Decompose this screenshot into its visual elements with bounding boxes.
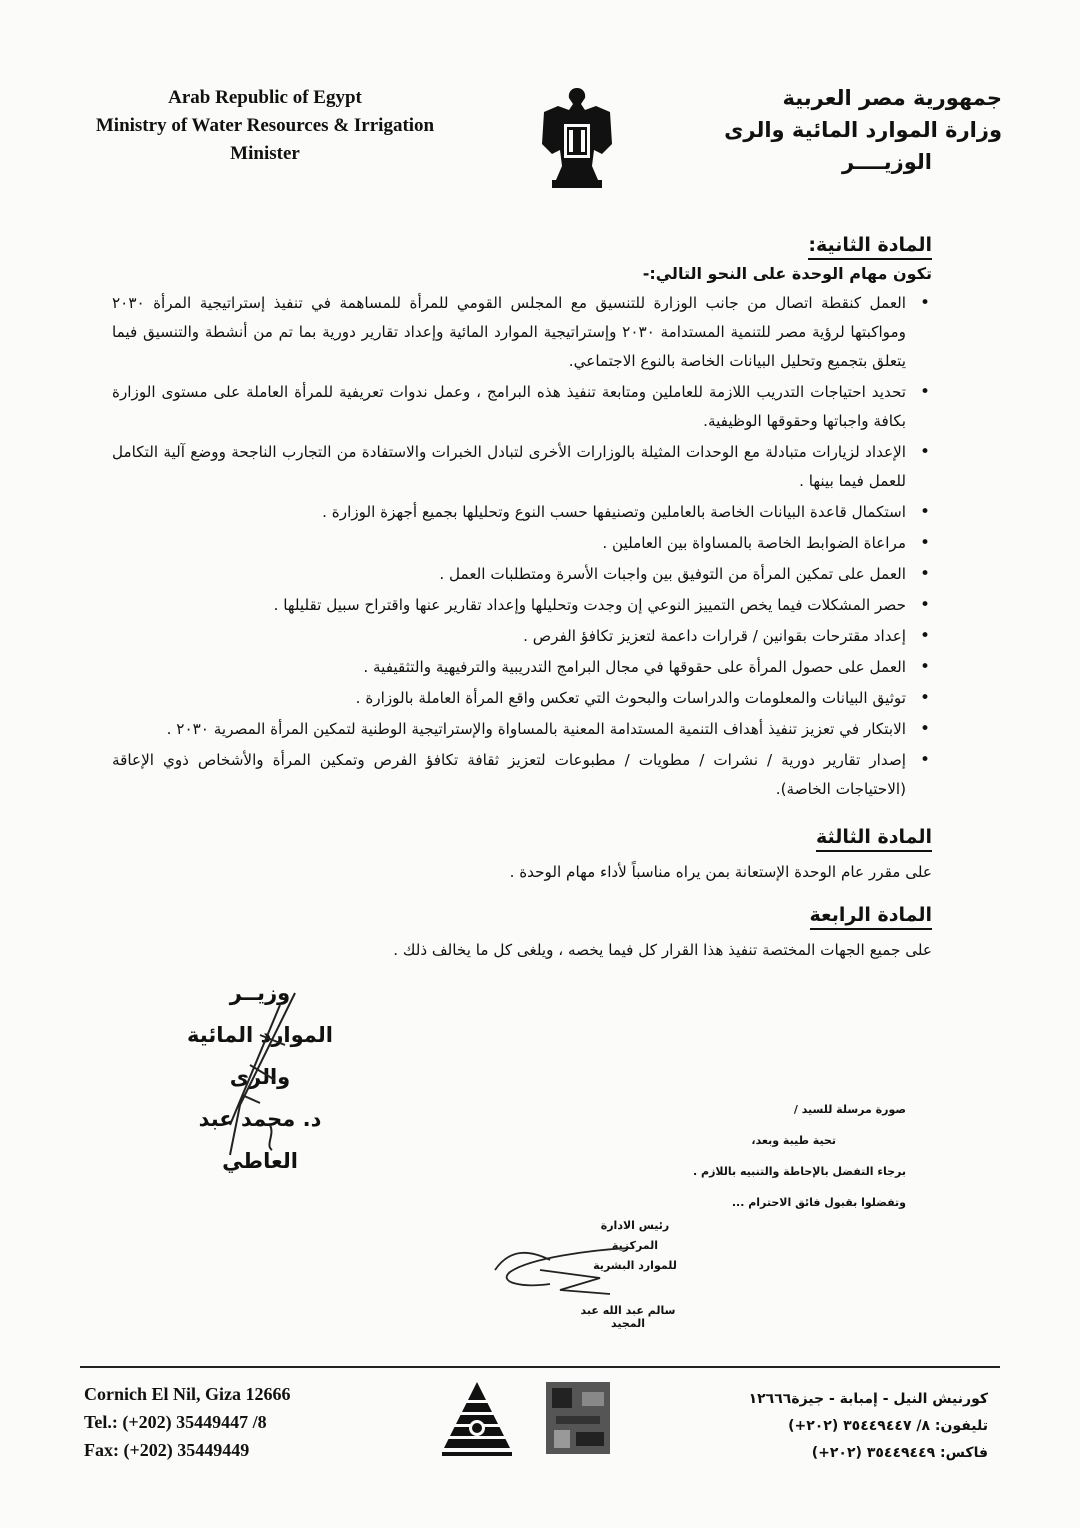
signature-title: وزيــر <box>229 981 291 1005</box>
article-three <box>112 826 932 886</box>
article-four-heading: المادة الرابعة <box>810 904 932 930</box>
footer-divider <box>80 1366 1000 1368</box>
list-item: • حصر المشكلات فيما يخص التمييز النوعي إن وجدت وتحليلها وإعداد تقارير عنها واقتراح سبيل تقليلها . <box>112 591 932 620</box>
article-two <box>112 234 932 806</box>
copy-note <box>680 1094 906 1218</box>
list-item: • العمل كنقطة اتصال من جانب الوزارة للتنسيق مع المجلس القومي للمرأة للمساهمة في تنفيذ إستراتيجية المرأة ٢٠٣٠ ومواكبتها لرؤية مصر للتنمية المستدامة ٢٠٣٠ وإستراتيجية الموارد المائية وإعداد تقارير دورية بما تم من أنشطة والتنسيق فيما يتعلق بتجميع وتحليل البيانات الخاصة بالنوع الاجتماعي. <box>112 289 932 376</box>
country-name-ar: جمهورية مصر العربية <box>782 86 1002 110</box>
office-title-ar: الوزيــــر <box>842 150 932 174</box>
list-item: • استكمال قاعدة البيانات الخاصة بالعاملين وتصنيفها حسب النوع وتحليلها بجميع أجهزة الوزارة . <box>112 498 932 527</box>
article-four <box>112 904 932 964</box>
signature-ministry: الموارد المائية والرى <box>187 1023 333 1089</box>
copy-note-line: تحية طيبة وبعد، <box>751 1134 836 1147</box>
footer-address-ar: كورنيش النيل - إمبابة - جيزة١٢٦٦٦ <box>748 1391 988 1407</box>
arabic-letterhead <box>672 82 1002 178</box>
signature-name: د. محمد عبد العاطي <box>198 1107 322 1173</box>
ministry-name-ar: وزارة الموارد المائية والرى <box>724 118 1002 142</box>
ministry-name-en: Ministry of Water Resources & Irrigation <box>95 115 435 136</box>
english-letterhead <box>60 84 470 168</box>
article-two-intro: تكون مهام الوحدة على النحو التالي:- <box>642 264 932 283</box>
eagle-emblem-icon <box>538 84 616 192</box>
list-item: • الابتكار في تعزيز تنفيذ أهداف التنمية المستدامة المعنية بالمساواة والإستراتيجية الوطنية لتمكين المرأة المصرية ٢٠٣٠ . <box>112 715 932 744</box>
list-item: • تحديد احتياجات التدريب اللازمة للعاملين ومتابعة تنفيذ هذه البرامج ، وعمل ندوات تعريفية للمرأة العاملة على مستوى الوزارة بكافة واجباتها وحقوقها الوظيفية. <box>112 378 932 436</box>
hr-title-line: للموارد البشرية <box>593 1259 677 1272</box>
footer-contact-en <box>84 1380 291 1464</box>
article-two-heading: المادة الثانية: <box>808 234 932 260</box>
office-title-en: Minister <box>230 143 300 164</box>
footer-address-en: Cornich El Nil, Giza 12666 <box>84 1384 291 1404</box>
copy-note-line: صورة مرسلة للسيد / <box>793 1103 906 1116</box>
footer-tel-en: Tel.: (+202) 35449447 /8 <box>84 1412 267 1432</box>
ministry-pyramid-logo-icon <box>440 1378 514 1460</box>
list-item: • العمل على تمكين المرأة من التوفيق بين واجبات الأسرة ومتطلبات العمل . <box>112 560 932 589</box>
hr-title-line: رئيس الادارة المركزية <box>600 1219 670 1252</box>
copy-note-line: برجاء التفضل بالإحاطة والتنبيه باللازم . <box>693 1165 906 1178</box>
list-item: • مراعاة الضوابط الخاصة بالمساواة بين العاملين . <box>112 529 932 558</box>
hr-signature-icon <box>490 1240 640 1302</box>
footer-tel-ar: تليفون: ٨/ ٣٥٤٤٩٤٤٧ (٢٠٢+) <box>788 1418 988 1434</box>
handwritten-signature-icon <box>200 985 320 1160</box>
hr-name: سالم عبد الله عبد المجيد <box>580 1304 676 1330</box>
article-four-text: على جميع الجهات المختصة تنفيذ هذا القرار كل فيما يخصه ، ويلغى كل ما يخالف ذلك . <box>393 941 932 959</box>
list-item: • توثيق البيانات والمعلومات والدراسات والبحوث التي تعكس واقع المرأة العاملة بالوزارة . <box>112 684 932 713</box>
list-item: • إصدار تقارير دورية / نشرات / مطويات / مطبوعات لتعزيز ثقافة تكافؤ الفرص وتمكين المرأة والأشخاص ذوي الإعاقة (الاحتياجات الخاصة). <box>112 746 932 804</box>
copy-note-line: وتفضلوا بقبول فائق الاحترام ... <box>731 1196 906 1209</box>
article-three-text: على مقرر عام الوحدة الإستعانة بمن يراه مناسباً لأداء مهام الوحدة . <box>509 863 932 881</box>
article-three-heading: المادة الثالثة <box>816 826 932 852</box>
list-item: • العمل على حصول المرأة على حقوقها في مجال البرامج التدريبية والترفيهية والتثقيفية . <box>112 653 932 682</box>
footer-fax-ar: فاكس: ٣٥٤٤٩٤٤٩ (٢٠٢+) <box>811 1445 988 1461</box>
list-item: • إعداد مقترحات بقوانين / قرارات داعمة لتعزيز تكافؤ الفرص . <box>112 622 932 651</box>
country-name-en: Arab Republic of Egypt <box>168 87 362 108</box>
list-item: • الإعداد لزيارات متبادلة مع الوحدات المثيلة بالوزارات الأخرى لتبادل الخبرات والاستفادة من التجارب الناجحة ووضع آلية التكامل للعمل فيما بينها . <box>112 438 932 496</box>
footer-contact-ar <box>728 1386 988 1467</box>
duties-list <box>112 289 932 804</box>
footer-emblem-image-icon <box>546 1382 610 1454</box>
footer-fax-en: Fax: (+202) 35449449 <box>84 1440 250 1460</box>
